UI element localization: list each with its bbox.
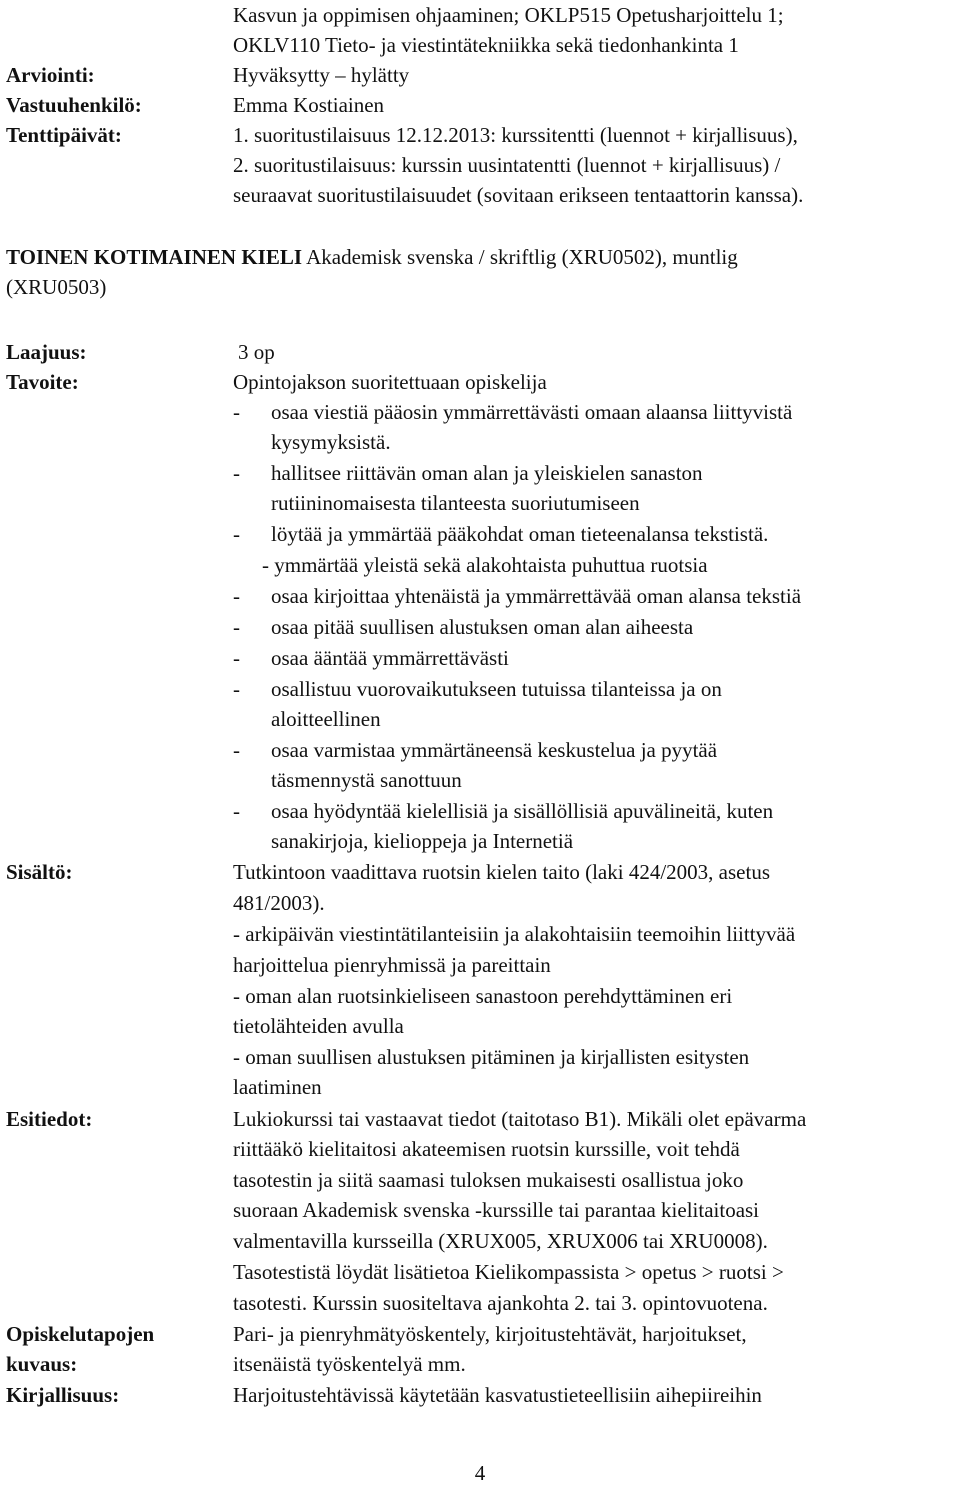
esitiedot-line: Tasotestistä löydät lisätietoa Kielikompassista > opetus > ruotsi > [233,1260,784,1284]
goal-item [0,550,960,580]
goal-text: - ymmärtää yleistä sekä alakohtaista puhuttua ruotsia [262,553,708,577]
opiskelutapojen-line: itsenäistä työskentelyä mm. [233,1352,466,1376]
page-number: 4 [474,1461,486,1485]
kirjallisuus-label: Kirjallisuus: [6,1383,120,1407]
laajuus-row [0,337,960,367]
opiskelutapojen-line: Pari- ja pienryhmätyöskentely, kirjoitustehtävät, harjoitukset, [233,1322,747,1346]
tavoite-row [0,367,960,397]
sisalto-line: - oman suullisen alustuksen pitäminen ja kirjallisten esitysten [233,1045,750,1069]
tavoite-label: Tavoite: [6,370,79,394]
esitiedot-line: suoraan Akademisk svenska -kurssille tai parantaa kielitaitoasi [233,1198,760,1222]
sisalto-line: harjoittelua pienryhmissä ja pareittain [233,953,551,977]
prev-course-title-line2 [0,30,960,60]
sisalto-label: Sisältö: [6,860,73,884]
sisalto-row [0,1011,960,1041]
goal-text: osaa varmistaa ymmärtäneensä keskustelua ja pyytää [271,738,718,762]
prev-course-title-text2: OKLV110 Tieto- ja viestintätekniikka sekä tiedonhankinta 1 [233,33,739,57]
course-heading-text [6,242,738,272]
course-heading [0,242,960,272]
esitiedot-row [0,1195,960,1225]
goal-item [0,458,960,488]
goal-text: osaa viestiä pääosin ymmärrettävästi omaan alaansa liittyvistä [271,400,793,424]
sisalto-row [0,981,960,1011]
goal-item [0,796,960,826]
tenttipaivat-line: 2. suoritustilaisuus: kurssin uusintatentti (luennot + kirjallisuus) / [233,153,781,177]
goal-dash: - [233,646,240,670]
tenttipaivat-row [0,120,960,150]
goal-item-cont [0,427,960,457]
tenttipaivat-row [0,150,960,180]
opiskelutapojen-row [0,1349,960,1379]
sisalto-line: 481/2003). [233,891,325,915]
tenttipaivat-line: seuraavat suoritustilaisuudet (sovitaan erikseen tentaattorin kanssa). [233,183,804,207]
vastuuhenkilo-label: Vastuuhenkilö: [6,93,142,117]
goal-text: osaa ääntää ymmärrettävästi [271,646,509,670]
tenttipaivat-row [0,180,960,210]
goal-text: osaa pitää suullisen alustuksen oman alan aiheesta [271,615,694,639]
arviointi-row [0,60,960,90]
sisalto-row [0,1042,960,1072]
goal-dash: - [233,738,240,762]
esitiedot-row [0,1257,960,1287]
goal-item [0,519,960,549]
goal-item [0,674,960,704]
sisalto-line: tietolähteiden avulla [233,1014,404,1038]
tenttipaivat-line: 1. suoritustilaisuus 12.12.2013: kurssitentti (luennot + kirjallisuus), [233,123,798,147]
goal-item [0,643,960,673]
esitiedot-row [0,1165,960,1195]
vastuuhenkilo-value: Emma Kostiainen [233,93,385,117]
prev-course-title-text1: Kasvun ja oppimisen ohjaaminen; OKLP515 Opetusharjoittelu 1; [233,3,784,27]
sisalto-row [0,888,960,918]
esitiedot-row [0,1288,960,1318]
goal-text: hallitsee riittävän oman alan ja yleiskielen sanaston [271,461,703,485]
opiskelutapojen-label: Opiskelutapojen [6,1322,155,1346]
goal-text: rutiininomaisesta tilanteesta suoriutumiseen [271,491,640,515]
tenttipaivat-label: Tenttipäivät: [6,123,122,147]
goal-item-cont [0,765,960,795]
goal-item-cont [0,704,960,734]
goal-text: kysymyksistä. [271,430,391,454]
goal-item-cont [0,488,960,518]
goal-dash: - [233,615,240,639]
sisalto-line: Tutkintoon vaadittava ruotsin kielen taito (laki 424/2003, asetus [233,860,770,884]
goal-item [0,612,960,642]
esitiedot-line: valmentavilla kursseilla (XRUX005, XRUX006 tai XRU0008). [233,1229,768,1253]
goal-item [0,581,960,611]
esitiedot-line: Lukiokurssi tai vastaavat tiedot (taitotaso B1). Mikäli olet epävarma [233,1107,807,1131]
kirjallisuus-row [0,1380,960,1410]
esitiedot-line: riittääkö kielitaitosi akateemisen ruotsin kurssille, voit tehdä [233,1137,740,1161]
esitiedot-line: tasotesti. Kurssin suositeltava ajankohta 2. tai 3. opintovuotena. [233,1291,768,1315]
goal-dash: - [233,522,240,546]
laajuus-value: 3 op [238,340,275,364]
sisalto-row [0,1072,960,1102]
goal-item [0,397,960,427]
opiskelutapojen-row [0,1319,960,1349]
esitiedot-row [0,1226,960,1256]
sisalto-line: - oman alan ruotsinkieliseen sanastoon perehdyttäminen eri [233,984,733,1008]
esitiedot-row [0,1134,960,1164]
sisalto-row [0,919,960,949]
arviointi-value: Hyväksytty – hylätty [233,63,410,87]
kirjallisuus-value: Harjoitustehtävissä käytetään kasvatustieteellisiin aihepiireihin [233,1383,762,1407]
sisalto-row [0,950,960,980]
goal-dash: - [233,584,240,608]
sisalto-line: - arkipäivän viestintätilanteisiin ja alakohtaisiin teemoihin liittyvää [233,922,796,946]
esitiedot-label: Esitiedot: [6,1107,93,1131]
goal-dash: - [233,799,240,823]
goal-item [0,735,960,765]
goal-text: löytää ja ymmärtää pääkohdat oman tieteenalansa tekstistä. [271,522,769,546]
course-heading-code: (XRU0503) [6,275,107,299]
sisalto-line: laatiminen [233,1075,322,1099]
course-heading-bold: TOINEN KOTIMAINEN KIELI [6,245,303,269]
esitiedot-row [0,1104,960,1134]
esitiedot-line: tasotestin ja siitä saamasi tuloksen mukaisesti osallistua joko [233,1168,744,1192]
goal-text: aloitteellinen [271,707,381,731]
goal-text: osaa hyödyntää kielellisiä ja sisällöllisiä apuvälineitä, kuten [271,799,774,823]
sisalto-row [0,857,960,887]
arviointi-label: Arviointi: [6,63,95,87]
vastuuhenkilo-row [0,90,960,120]
prev-course-title-line1 [0,0,960,30]
goal-text: sanakirjoja, kielioppeja ja Internetiä [271,829,574,853]
course-heading-rest: Akademisk svenska / skriftlig (XRU0502), muntlig [302,245,738,269]
laajuus-label: Laajuus: [6,340,87,364]
goal-dash: - [233,400,240,424]
goal-text: osaa kirjoittaa yhtenäistä ja ymmärrettävää oman alansa tekstiä [271,584,802,608]
goal-dash: - [233,677,240,701]
opiskelutapojen-label-cont: kuvaus: [6,1352,78,1376]
goal-text: osallistuu vuorovaikutukseen tutuissa tilanteissa ja on [271,677,722,701]
course-heading-line2 [0,272,960,302]
goal-text: täsmennystä sanottuun [271,768,462,792]
goal-dash: - [233,461,240,485]
tavoite-intro: Opintojakson suoritettuaan opiskelija [233,370,547,394]
goal-item-cont [0,826,960,856]
